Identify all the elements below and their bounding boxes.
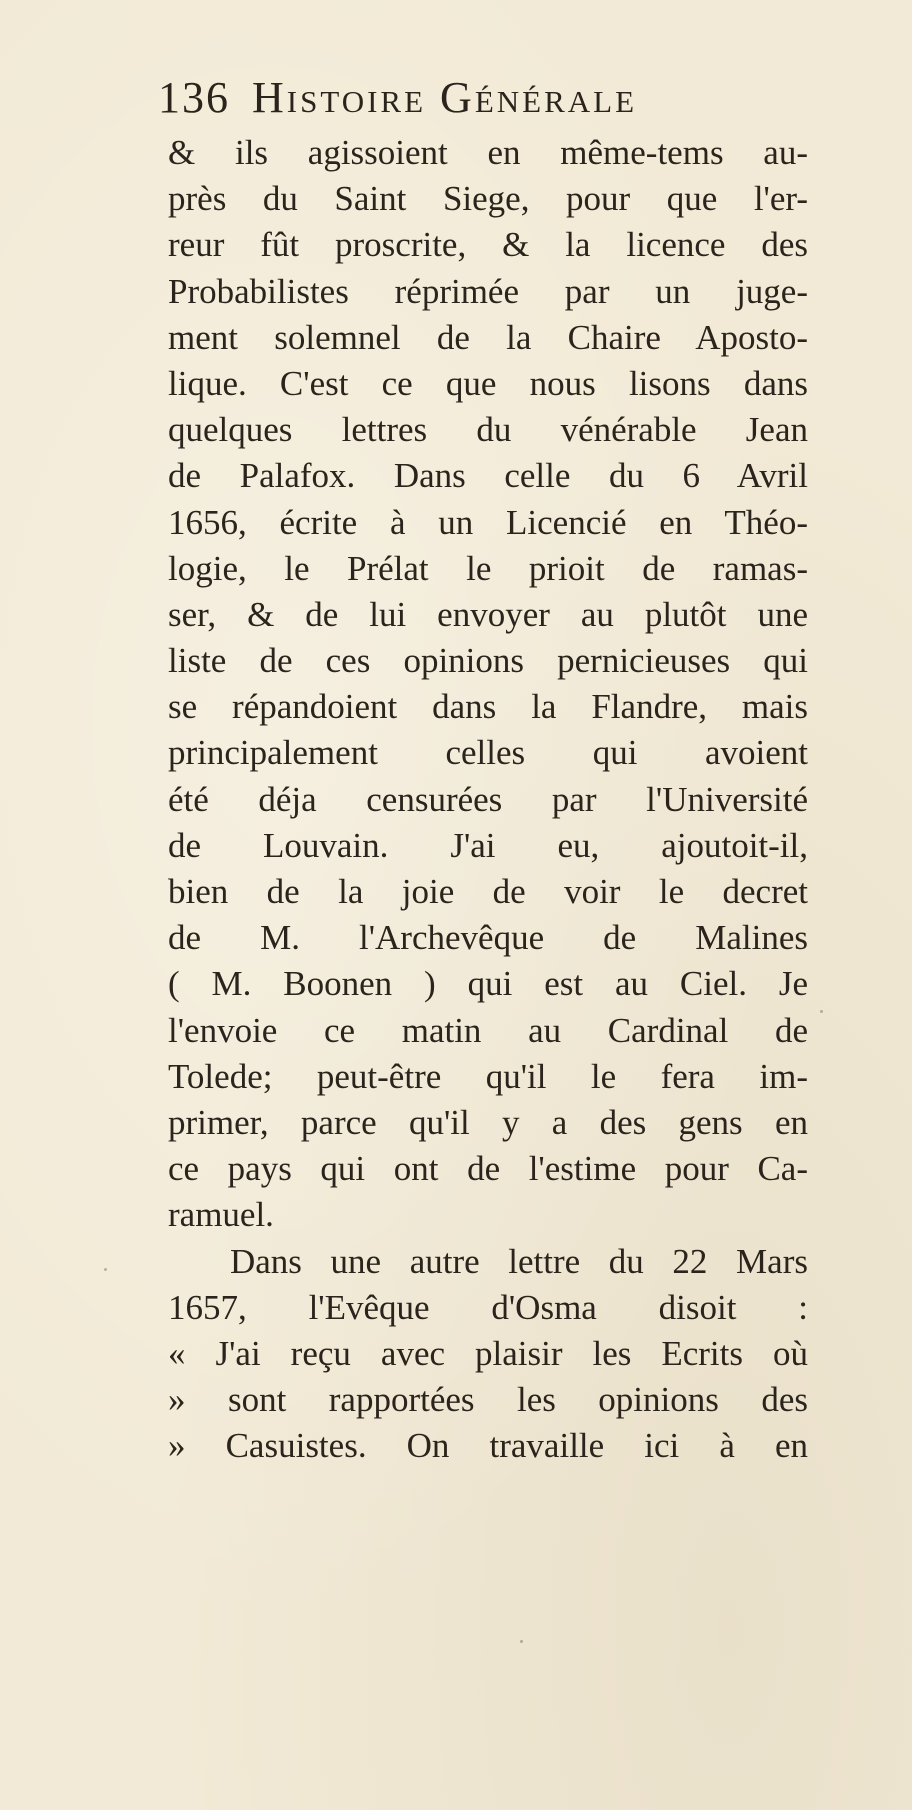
text-line: lique. C'est ce que nous lisons dans bbox=[168, 363, 808, 403]
text-line: de M. l'Archevêque de Malines bbox=[168, 918, 808, 958]
text-line: ce pays qui ont de l'estime pour Ca- bbox=[168, 1149, 808, 1189]
text-line: Tolede; peut-être qu'il le fera im- bbox=[168, 1056, 808, 1096]
text-line: liste de ces opinions pernicieuses qui bbox=[168, 641, 808, 681]
running-header bbox=[158, 70, 814, 126]
text-line: ser, & de lui envoyer au plutôt une bbox=[168, 594, 808, 634]
text-line: Dans une autre lettre du 22 Mars bbox=[230, 1241, 808, 1281]
text-line: l'envoie ce matin au Cardinal de bbox=[168, 1010, 808, 1050]
text-line: » Casuistes. On travaille ici à en bbox=[168, 1426, 808, 1466]
text-line: & ils agissoient en même-tems au- bbox=[168, 133, 808, 172]
paper-speck bbox=[760, 760, 763, 763]
paper-speck bbox=[820, 1010, 823, 1013]
text-line: « J'ai reçu avec plaisir les Ecrits où bbox=[168, 1333, 808, 1373]
text-line: se répandoient dans la Flandre, mais bbox=[168, 687, 808, 727]
body-text bbox=[168, 130, 808, 1469]
text-line: de Louvain. J'ai eu, ajoutoit-il, bbox=[168, 825, 808, 865]
page-number: 136 bbox=[158, 73, 230, 122]
text-line: ramuel. bbox=[168, 1195, 274, 1235]
paper-speck bbox=[520, 1640, 523, 1643]
text-line: bien de la joie de voir le decret bbox=[168, 872, 808, 911]
paper-speck bbox=[104, 1268, 107, 1271]
text-line: reur fût proscrite, & la licence des bbox=[168, 225, 808, 265]
text-line: primer, parce qu'il y a des gens en bbox=[168, 1102, 808, 1142]
text-line: logie, le Prélat le prioit de ramas- bbox=[168, 548, 808, 588]
text-line: quelques lettres du vénérable Jean bbox=[168, 410, 808, 450]
text-line: 1656, écrite à un Licencié en Théo- bbox=[168, 502, 808, 542]
text-line: ( M. Boonen ) qui est au Ciel. Je bbox=[168, 964, 808, 1004]
text-line: » sont rapportées les opinions des bbox=[168, 1380, 808, 1420]
text-line: principalement celles qui avoient bbox=[168, 733, 808, 773]
text-line: ment solemnel de la Chaire Aposto- bbox=[168, 317, 808, 357]
paragraph-2 bbox=[168, 1239, 808, 1470]
running-title: Histoire Générale bbox=[252, 73, 638, 122]
paragraph-1 bbox=[168, 130, 808, 1239]
text-line: près du Saint Siege, pour que l'er- bbox=[168, 179, 808, 219]
text-line: de Palafox. Dans celle du 6 Avril bbox=[168, 456, 808, 496]
text-line: Probabilistes réprimée par un juge- bbox=[168, 271, 808, 311]
text-line: 1657, l'Evêque d'Osma disoit : bbox=[168, 1287, 808, 1327]
text-line: été déja censurées par l'Université bbox=[168, 779, 808, 819]
